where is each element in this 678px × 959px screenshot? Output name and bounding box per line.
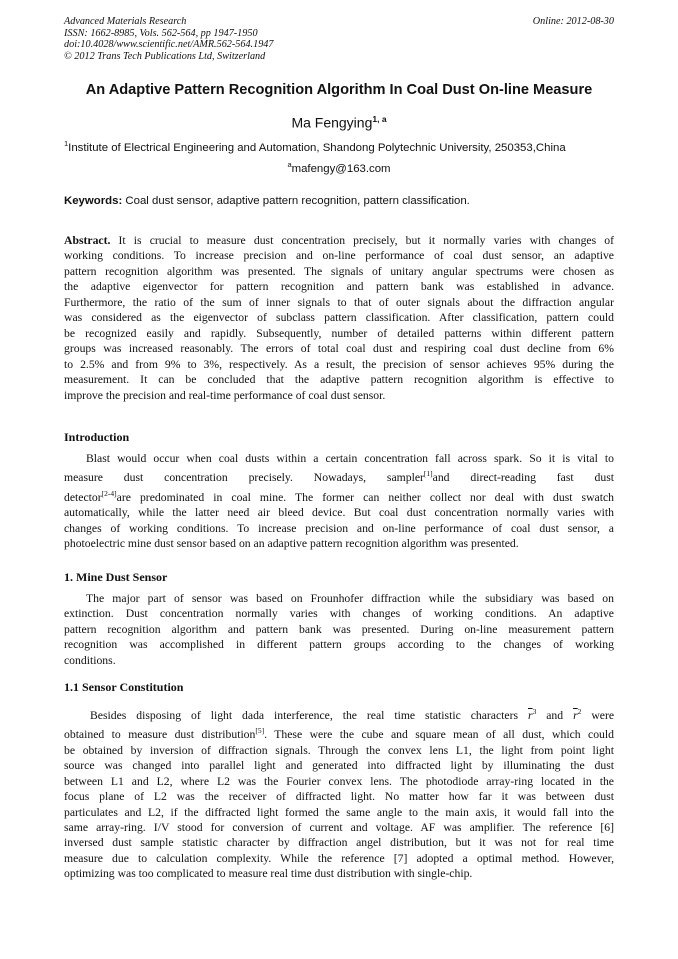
intro-paragraph xyxy=(64,451,614,552)
citation: [1] xyxy=(423,469,433,479)
abstract-line: Furthermore, the ratio of the sum of inner signals to that of outer signals about the diffraction angular xyxy=(64,295,614,309)
section11-line: inversed dust sample statistic character by diffraction angel distribution, but it was not for real time xyxy=(64,836,614,850)
journal-name: Advanced Materials Research xyxy=(64,16,187,27)
journal-header xyxy=(64,16,614,62)
abstract-line: improve the precision and real-time performance of coal dust sensor. xyxy=(64,388,386,402)
abstract-line: groups was increased reasonably. The errors of total coal dust and respiring coal dust decline from 6% xyxy=(64,342,614,356)
section1-line: extinction. Dust concentration normally varies with changes of working conditions. An adaptive xyxy=(64,607,614,621)
author-name: Ma Fengying xyxy=(291,114,373,131)
citation: [2-4] xyxy=(101,488,117,498)
keywords-label: Keywords: xyxy=(64,195,123,207)
keywords xyxy=(64,195,614,207)
section11-line: focus plane of L2 was the receiver of diffracted light. No matter how far it was between dust xyxy=(64,790,614,804)
email-sup: a xyxy=(287,160,292,169)
intro-heading: Introduction xyxy=(64,430,130,444)
affiliation-text: Institute of Electrical Engineering and Automation, Shandong Polytechnic University, 250353,China xyxy=(68,141,566,154)
r-square-symbol: $\overline{r}$ xyxy=(573,708,578,722)
section11-line: Besides disposing of light dada interference, the real time statistic characters $\overline{r}^3$ and $\overline{r}^2$ were xyxy=(90,707,615,722)
section1-heading: 1. Mine Dust Sensor xyxy=(64,570,168,584)
abstract-line: working conditions. To increase precision and on-line performance of coal dust sensor, an adaptive xyxy=(64,249,614,263)
section1-line: conditions. xyxy=(64,653,116,667)
abstract-line: to 2.5% and from 9% to 3%, respectively. As a result, the precision of sensor achieves 95% during the xyxy=(64,357,614,371)
paper-title: An Adaptive Pattern Recognition Algorithm In Coal Dust On-line Measure xyxy=(85,82,593,98)
author-sup: 1, a xyxy=(372,114,387,124)
online-date: Online: 2012-08-30 xyxy=(532,16,614,27)
section1-paragraph xyxy=(64,591,614,668)
abstract-line: was considered as the eigenvector of subclass pattern classification. After classification, pattern could xyxy=(64,311,614,325)
section11-line: particulates and L2, if the diffracted light formed the same angle to the main axis, it would fall into the xyxy=(64,805,614,819)
author xyxy=(64,114,614,131)
section11-line: optimizing was too complicated to measure real time dust distribution with single-chip. xyxy=(64,867,473,881)
abstract-line: the adaptive eigenvector for pattern recognition and pattern bank was established in advance. xyxy=(64,280,614,294)
section11-line: measure due to calculation complexity. While the reference [7] adopted a optimal method. However, xyxy=(64,851,614,865)
intro-line: photoelectric mine dust sensor based on an adaptive pattern recognition algorithm was presented. xyxy=(64,537,519,551)
abstract-label: Abstract. xyxy=(64,234,111,247)
r-cube-symbol: $\overline{r}$ xyxy=(528,708,533,722)
doi: doi:10.4028/www.scientific.net/AMR.562-564.1947 xyxy=(64,39,274,51)
section11-line: be obtained by inversion of diffraction signals. Through the convex lens L1, the light from point light xyxy=(64,743,614,757)
section1-line: recognition was accomplished in different pattern groups according to the changes of working xyxy=(64,638,614,652)
section11-line: between L1 and L2, where L2 was the Fourier convex lens. The photodiode array-ring located in the xyxy=(64,774,614,788)
abstract-line: measurement. It can be concluded that the adaptive pattern recognition algorithm is effective to xyxy=(64,373,614,387)
section1-line: The major part of sensor was based on Frounhofer diffraction while the subsidiary was based on xyxy=(86,592,614,605)
abstract-line: be recognized easily and rapidly. Subsequently, number of detailed patterns within different pattern xyxy=(64,326,614,340)
email-text: mafengy@163.com xyxy=(291,162,391,175)
section11-heading: 1.1 Sensor Constitution xyxy=(64,680,184,694)
abstract-line: pattern recognition algorithm was presented. The signals of unitary angular spectrums were chosen as xyxy=(64,264,614,278)
abstract-line: Abstract. It is crucial to measure dust concentration precisely, but it normally varies with changes of xyxy=(64,234,614,247)
section11-line: obtained to measure dust distribution[5]. These were the cube and square mean of all dust, which could xyxy=(64,726,614,742)
affiliation-sup: 1 xyxy=(64,139,69,148)
email xyxy=(64,160,614,175)
intro-line: automatically, while the latter need air bleed device. But coal dust concentration normally varies with xyxy=(64,506,614,520)
keywords-text: Coal dust sensor, adaptive pattern recognition, pattern classification. xyxy=(122,195,470,207)
intro-line: Blast would occur when coal dusts within a certain concentration fall across spark. So it is vital to xyxy=(86,452,614,465)
section11-line: same array-ring. I/V stood for conversion of current and voltage. AF was amplifier. The reference [6] xyxy=(64,820,614,834)
intro-line: detector[2-4]are predominated in coal mine. The former can neither collect nor deal with dust swatch xyxy=(64,488,614,504)
copyright: © 2012 Trans Tech Publications Ltd, Switzerland xyxy=(64,50,266,62)
intro-line: measure dust concentration precisely. Nowadays, sampler[1]and direct-reading fast dust xyxy=(64,469,614,485)
abstract xyxy=(64,233,614,403)
section11-line: source was changed into parallel light and generated into diffracted light by illuminating the dust xyxy=(64,759,614,773)
intro-line: changes of working conditions. To increase precision and on-line performance of coal dust sensor, a xyxy=(64,521,614,535)
section1-line: pattern recognition algorithm and pattern bank was presented. During on-line measurement pattern xyxy=(64,622,614,636)
affiliation xyxy=(64,139,624,154)
citation: [5] xyxy=(255,726,265,736)
issn: ISSN: 1662-8985, Vols. 562-564, pp 1947-1950 xyxy=(64,27,258,39)
section11-paragraph xyxy=(64,704,614,882)
